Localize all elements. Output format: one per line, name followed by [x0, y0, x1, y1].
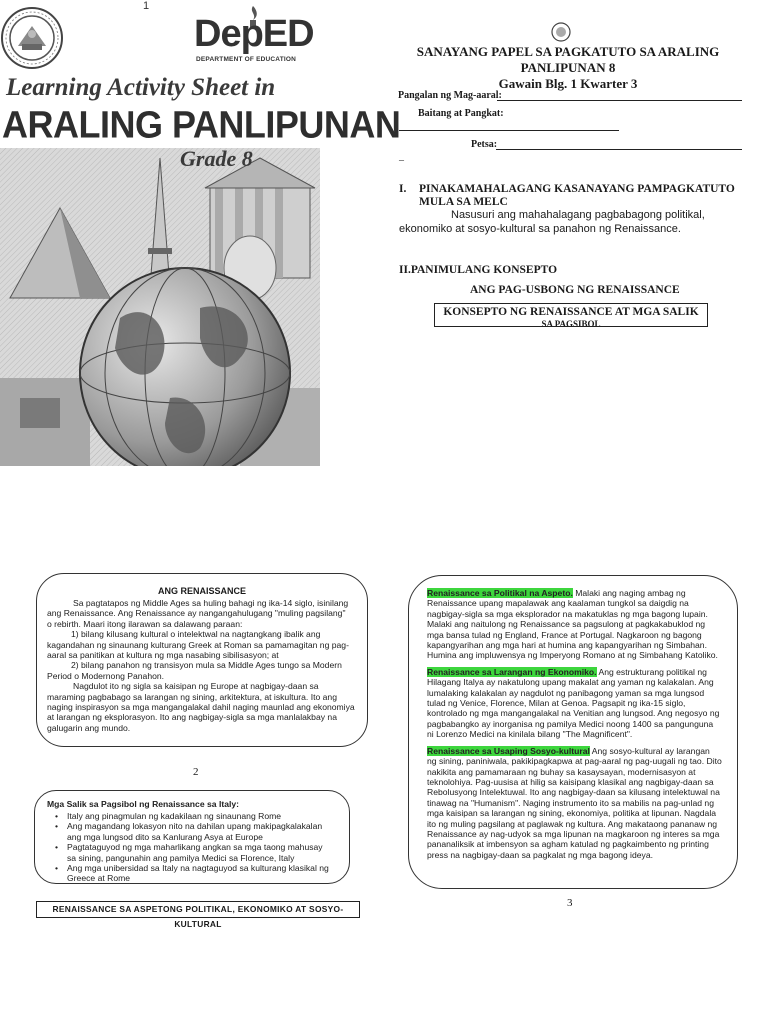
- page-number-2: 2: [193, 766, 199, 778]
- cover-page: [0, 0, 401, 466]
- cover-grade: Grade 8: [180, 146, 253, 171]
- cover-title-line2: ARALING PANLIPUNAN: [2, 102, 401, 146]
- renaissance-line: kagandahan ng sinaunang kulturang Greek at Roman sa pamamagitan ng pag-: [47, 639, 349, 650]
- renaissance-box: [36, 573, 368, 747]
- political-line: mga bansa tulad ng England, France at Portugal. Nagkaroon ng bagong: [427, 629, 702, 640]
- salik-box-title: Mga Salik sa Pagsibol ng Renaissance sa Italy:: [47, 799, 240, 809]
- concept-box-line1: KONSEPTO NG RENAISSANCE AT MGA SALIK: [443, 306, 699, 318]
- political-line: kapangyarihan ang mga hari at humina ang kapangyarihan ng Simbahan.: [427, 640, 707, 651]
- concept-box: [434, 303, 708, 327]
- seal-icon: [551, 22, 571, 42]
- bullet-icon: •: [55, 821, 59, 832]
- social-line: ng sining, paniniwala, pakikipagkapwa at pag-aaral ng pag-uugali ng tao. Dito: [427, 756, 722, 767]
- student-name-label: Pangalan ng Mag-aaral:: [398, 90, 502, 101]
- cover-illustration: [0, 148, 320, 466]
- section2-subheading: ANG PAG-USBONG NG RENAISSANCE: [470, 284, 680, 296]
- renaissance-line: o rebirth. Maari itong ilarawan sa dalawang paraan:: [47, 618, 243, 629]
- renaissance-line: 2) bilang panahon ng transisyon mula sa Middle Ages tungo sa Modern: [71, 660, 342, 671]
- social-line: pananaliksik at imbensyon sa agham katulad ng pagkaimbento ng printing: [427, 839, 709, 850]
- renaissance-line: ang Renaissance. Ang Renaissance ay nangangahulugang "muling pagsilang": [47, 608, 346, 619]
- social-line: teknolohiya. Pag-uusisa at hilig sa kaisipang klasikal ang nagbigay-daan sa: [427, 776, 714, 787]
- header-title-line3: Gawain Blg. 1 Kwarter 3: [498, 76, 638, 91]
- aspects-box: Renaissance sa Politikal na Aspeto. Malaki ang naging ambag ng Renaissance upang mapalawak ang kaalaman tungkol sa daigdig na nagbigay-sigla sa mga eksplorador na makatuklas ng mga bagong lupain. Malaki ang naitulong ng Renaissance sa pagsulong at pagkakabuklod ng mga bansa tulad ng England, France at Portugal. Nagkaroon ng bagong kapangyarihan ang mga hari at humina ang kapangyarihan ng Simbahan. Humina ang impluwensya ng Imperyong Romano at ng Simbahang Katoliko. Renaissance sa Larangan ng Ekonomiko. Ang estrukturang politikal ng Hilagang Italya ay nakatulong upang makalat ang yaman ng kalakalan. Ang lumalaking kalakalan ay nagdulot ng panibagong yaman sa mga lungsod tulad ng Venice, Florence, Milan at Genoa. Pagsapit ng ika-15 siglo, kontrolado ng mga mangangalakal na Venitian ang lungsod. Ang negosyo ng pagbabangko ay inorganisa ng pamilya Medici noong 1400 sa pangunguna ni Lorenzo Medici na kinilala bilang "The Magnificent". Renaissance sa Usaping Sosyo-kultural Ang sosyo-kultural ay larangan ng sining, paniniwala, pakikipagkapwa at pag-aaral ng pag-uugali ng tao. Dito nakikita ang pamamaraan ng buhay sa kasaysayan, modernisasyon at teknolohiya. Pag-uusisa at hilig sa kaisipang klasikal ang nagbigay-daan sa Rebolusyong Intelektuwal. Ito ang nagbigay-daan sa kilusang intelektuwal na tinawag na "Humanism". Naging instrumento ito sa mabilis na pag-unlad ng mga kaisipan sa larangan ng sining, ekonomiya, politika at lipunan. Nagdala ito ng muling pagsilang at paglawak ng kultura. Ang makataong pananaw ng Renaissance ay nag-udyok sa mga lipunan na magkaroon ng interes sa mga pananaliksik at imbensyon sa agham katulad ng pagkaimbento ng printing press na nagbigay-daan sa pagkalat ng mga bagong ideya.: [408, 575, 738, 889]
- economic-line: tulad ng Venice, Florence, Milan at Genoa. Pagsapit ng ika-15 siglo,: [427, 698, 686, 709]
- salik-box: [34, 790, 350, 884]
- concept-box-line2: SA PAGSIBOL: [541, 319, 601, 327]
- social-label: Renaissance sa Usaping Sosyo-kultural: [427, 745, 590, 756]
- economic-line: kontrolado ng mga mangangalakal na Venitian ang lungsod. Ang negosyo ng: [427, 708, 720, 719]
- social-line: ito ng muling pagsilang at paglawak ng kultura. Ang makataong pananaw ng: [427, 818, 718, 829]
- social-line: mga kaisipan sa larangan ng sining, ekonomiya, politika at lipunan. Nagdala: [427, 808, 717, 819]
- section1-heading-line1: PINAKAMAHALAGANG KASANAYANG PAMPAGKATUTO: [419, 183, 735, 195]
- deped-logo-text: DepED: [194, 13, 314, 55]
- renaissance-line: Period o Modernong Panahon.: [47, 670, 165, 681]
- bullet-icon: •: [55, 811, 59, 821]
- header-title-line1: SANAYANG PAPEL SA PAGKATUTO SA ARALING: [416, 44, 720, 59]
- political-line: Humina ang impluwensya ng Imperyong Romano at ng Simbahang Katoliko.: [427, 650, 718, 661]
- date-label: Petsa:: [471, 139, 498, 150]
- social-line: tinawag na "Humanism". Naging instrumento ito sa mabilis na pag-unlad ng: [427, 797, 714, 808]
- dash-mark: –: [399, 155, 404, 166]
- economic-line: ni Lorenzo Medici na kinilala bilang "The Magnificent".: [427, 729, 633, 740]
- aspeto-heading-box: RENAISSANCE SA ASPETONG POLITIKAL, EKONOMIKO AT SOSYO-KULTURAL: [36, 901, 360, 918]
- renaissance-line: at larangan ng eksplorasyon. Ito ang nagbigay-sigla sa mga manlalakbay na: [47, 712, 337, 723]
- renaissance-line: galugarin ang mundo.: [47, 722, 131, 733]
- section1-body-line2: ekonomiko at sosyo-kultural sa panahon ng Renaissance.: [399, 223, 681, 235]
- political-line: nagbigay-sigla sa mga eksplorador na makatuklas ng mga bagong lupain.: [427, 608, 708, 619]
- section1-heading-line2: MULA SA MELC: [419, 196, 508, 208]
- renaissance-line: aaral sa panitikan at kultura ng mga nasabing sibilisasyon; at: [47, 650, 279, 661]
- renaissance-line: maraming pagbabago sa larangan ng sining, arkitektura, at iskultura. Ito ang: [47, 691, 337, 702]
- political-line: Renaissance upang mapalawak ang kaalaman tungkol sa daigdig na: [427, 598, 689, 609]
- student-name-line[interactable]: [497, 100, 742, 101]
- economic-line: pagbabangko ay inorganisa ng pamilya Medici noong 1400 sa pangunguna: [427, 718, 714, 729]
- cover-page-mark: 1: [143, 0, 150, 12]
- political-label: Renaissance sa Politikal na Aspeto.: [427, 588, 573, 598]
- bullet-icon: •: [55, 863, 59, 874]
- deped-logo-subtext: DEPARTMENT OF EDUCATION: [196, 56, 297, 63]
- economic-line: lumalaking kalakalan ay nagdulot ng panibagong yaman sa mga lungsod: [427, 687, 705, 698]
- bullet-icon: •: [55, 842, 59, 853]
- renaissance-line: Sa pagtatapos ng Middle Ages sa huling bahagi ng ika-14 siglo, isinilang: [73, 598, 349, 608]
- economic-line: Hilagang Italya ay nakatulong upang makalat ang yaman ng kalakalan. Ang: [427, 677, 714, 688]
- cover-title-line1: Learning Activity Sheet in: [6, 74, 276, 101]
- deped-seal-icon: [0, 6, 64, 70]
- renaissance-box-title: ANG RENAISSANCE: [157, 586, 246, 596]
- page-number-3: 3: [567, 897, 573, 909]
- section1-number: I.: [399, 183, 407, 195]
- date-line[interactable]: [496, 149, 742, 150]
- economic-label: Renaissance sa Larangan ng Ekonomiko.: [427, 666, 597, 677]
- section1-body-line1: Nasusuri ang mahahalagang pagbabagong politikal,: [451, 209, 705, 221]
- renaissance-line: naging inspirasyon sa mga mangangalakal dahil naging maunlad ang ekonomiya: [47, 702, 355, 713]
- political-line: Malaki ang naitulong ng Renaissance sa pagsulong at pagkakabuklod ng: [427, 619, 706, 630]
- header-title-line2: PANLIPUNAN 8: [520, 60, 616, 75]
- renaissance-line: Nagdulot ito ng sigla sa kaisipan ng Europe at nagbigay-daan sa: [73, 681, 319, 692]
- salik-item: • Italy ang pinagmulan ng kadakilaan ng sinaunang Rome: [55, 811, 282, 821]
- social-line: press na nagbigay-daan sa pagkalat ng mga bagong ideya.: [427, 849, 653, 860]
- social-line: nakikita ang pamamaraan ng buhay sa kasaysayan, modernisasyon at: [427, 766, 696, 777]
- social-line: Renaissance ay nag-udyok sa mga lipunan na magkaroon ng interes sa mga: [427, 828, 720, 839]
- renaissance-line: 1) bilang kilusang kultural o intelektwal na nagtangkang ibalik ang: [71, 629, 321, 640]
- social-line: Rebolusyong Intelektuwal. Ito ang nagbigay-daan sa kilusang intelektuwal na: [427, 787, 720, 798]
- grade-section-line[interactable]: [399, 130, 619, 131]
- salik-item: • Pagtataguyod ng mga maharlikang angkan sa mga taong mahusay sa sining, pangunahin ang pamilya Medici sa Florence, Italy: [55, 842, 323, 863]
- salik-item: • Ang mga unibersidad sa Italy na nagtaguyod sa kulturang klasikal ng Greece at Rome: [55, 863, 329, 884]
- grade-section-label: Baitang at Pangkat:: [418, 108, 504, 119]
- section2-heading: II.PANIMULANG KONSEPTO: [399, 264, 558, 276]
- salik-item: • Ang magandang lokasyon nito na dahilan upang makipagkalakalan ang mga lungsod dito sa Kanlurang Asya at Europe: [55, 821, 323, 842]
